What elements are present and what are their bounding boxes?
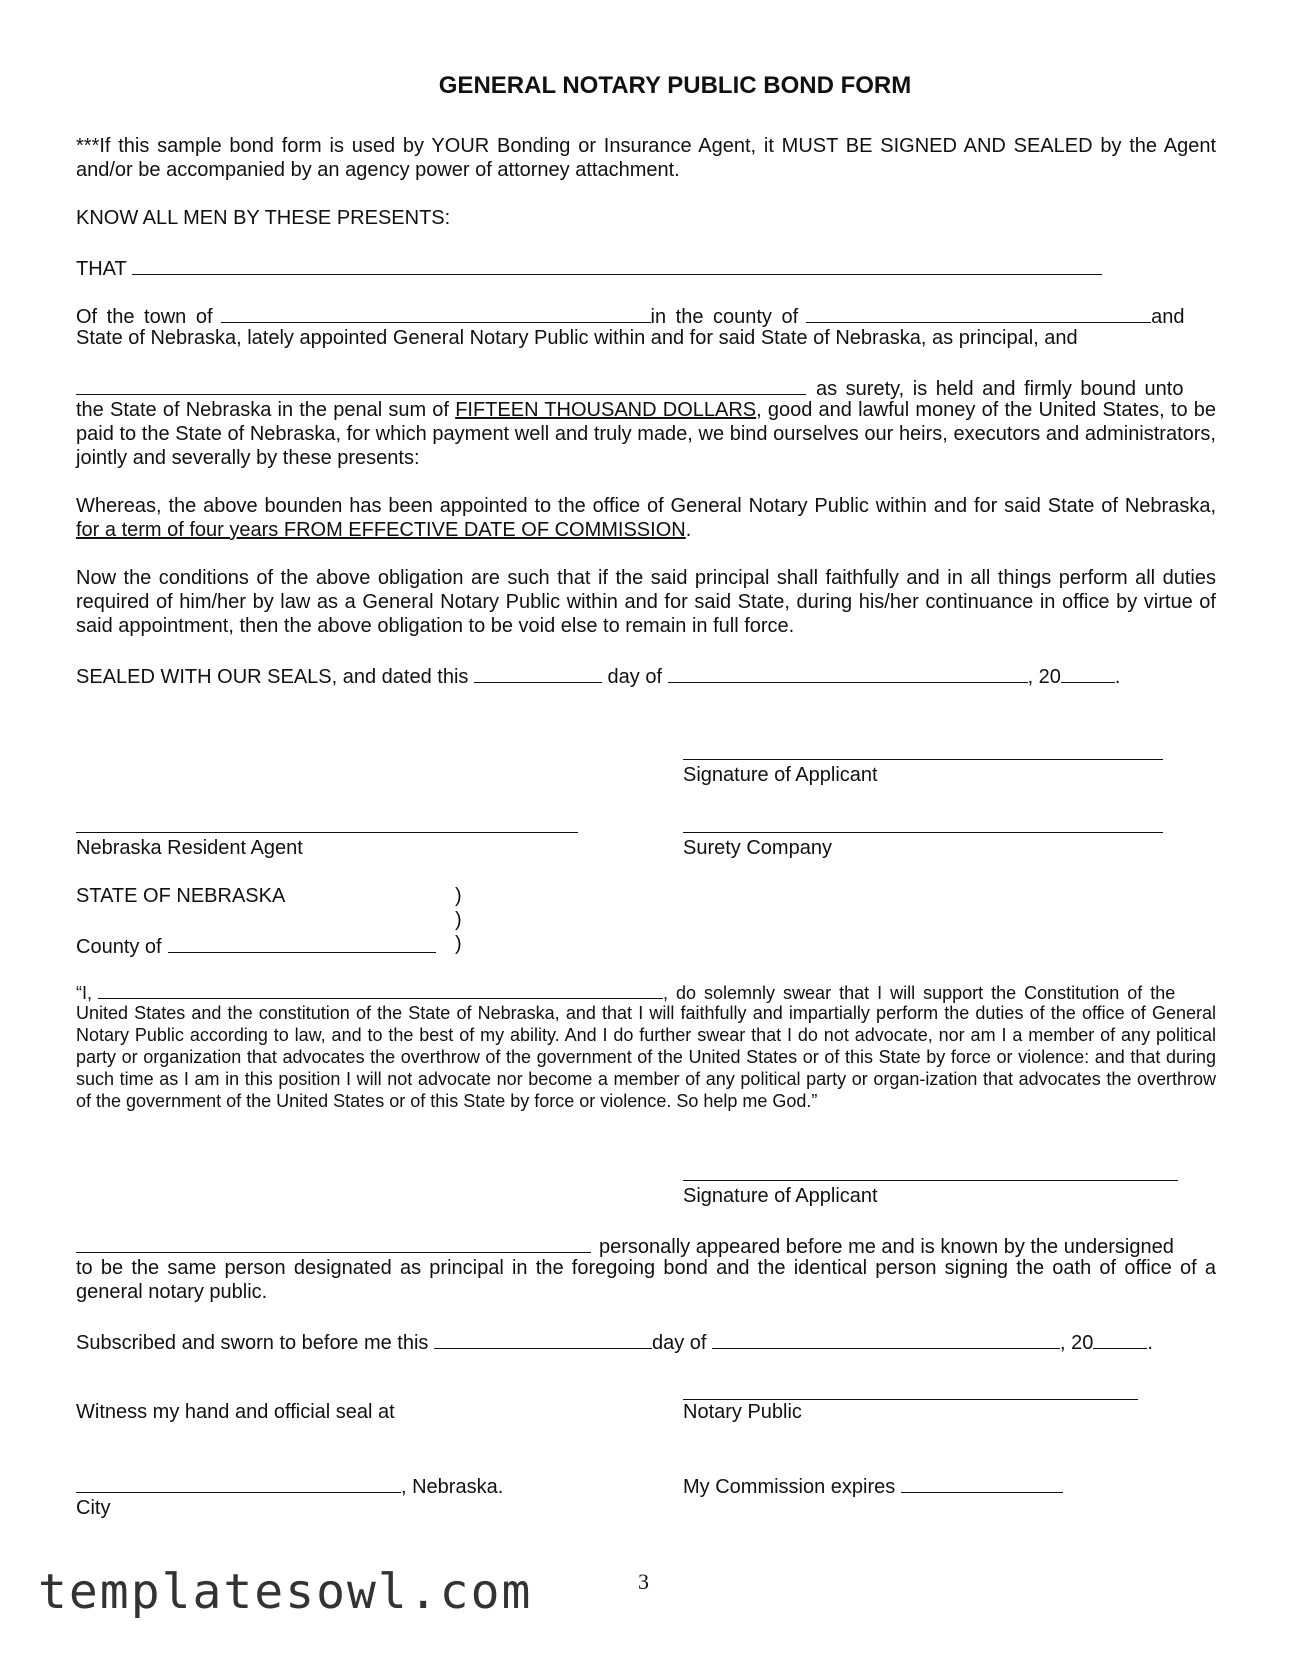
appeared-name-field[interactable] xyxy=(76,1232,591,1253)
penal-sum-paragraph xyxy=(76,398,1216,470)
town-field[interactable] xyxy=(221,302,651,323)
subscribed-prefix: Subscribed and sworn to before me this xyxy=(76,1332,429,1354)
subscribed-day-of: day of xyxy=(651,1332,707,1354)
subscribed-day-field[interactable] xyxy=(434,1328,652,1349)
sealed-year-prefix: , 20 xyxy=(1027,666,1061,688)
applicant-signature-label-1: Signature of Applicant xyxy=(683,764,878,786)
notary-public-label: Notary Public xyxy=(683,1401,802,1423)
sealed-month-field[interactable] xyxy=(668,662,1028,683)
sealed-day-field[interactable] xyxy=(474,662,602,683)
oath-name-field[interactable] xyxy=(98,980,663,999)
whereas-prefix: Whereas, the above bounden has been appointed to the office of General Notary Public within and for said State of Nebraska, xyxy=(76,495,1216,517)
surety-company-signature-line[interactable] xyxy=(683,832,1163,833)
appeared-line xyxy=(76,1232,1216,1259)
applicant-signature-line-2[interactable] xyxy=(683,1180,1178,1181)
whereas-end: . xyxy=(685,519,692,541)
oath-line1-end: , do solemnly swear that I will support the Constitution of the xyxy=(663,983,1176,1003)
venue-county-field[interactable] xyxy=(168,932,436,953)
county-field[interactable] xyxy=(806,302,1151,323)
town-label: Of the town of xyxy=(76,306,213,328)
venue-paren-1: ) xyxy=(455,885,462,907)
sealed-year-field[interactable] xyxy=(1061,662,1115,683)
conditions-paragraph: Now the conditions of the above obligation are such that if the said principal shall faithfully and in all things perform all duties required of him/her by law as a General Notary Public within and for said State, during his/her continuance in office by virtue of said appointment, then the above obligation to be void else to remain in full force. xyxy=(76,567,1216,637)
town-county-line xyxy=(76,302,1216,329)
penal-prefix: the State of Nebraska in the penal sum of xyxy=(76,399,449,421)
applicant-signature-label-2: Signature of Applicant xyxy=(683,1185,878,1207)
oath-open: “I, xyxy=(76,983,92,1003)
city-label: City xyxy=(76,1497,111,1519)
penal-sum: FIFTEEN THOUSAND DOLLARS xyxy=(455,399,757,421)
city-field[interactable] xyxy=(76,1472,401,1493)
and-label: and xyxy=(1151,306,1185,328)
venue-paren-3: ) xyxy=(455,933,462,955)
county-of-label: County of xyxy=(76,936,162,958)
surety-line xyxy=(76,374,1216,401)
penal-suffix: , good and lawful money of the United States, xyxy=(756,399,1165,421)
applicant-signature-line-1[interactable] xyxy=(683,759,1163,760)
subscribed-year-prefix: , 20 xyxy=(1060,1332,1094,1354)
resident-agent-label: Nebraska Resident Agent xyxy=(76,837,303,859)
oath-first-line xyxy=(76,980,1216,1004)
nebraska-suffix: , Nebraska. xyxy=(401,1476,504,1498)
know-all-heading: KNOW ALL MEN BY THESE PRESENTS: xyxy=(76,207,451,229)
watermark: templatesowl.com xyxy=(38,1564,533,1620)
that-line xyxy=(76,254,1216,281)
surety-name-field[interactable] xyxy=(76,374,806,395)
whereas-paragraph xyxy=(76,494,1216,542)
state-line: State of Nebraska, lately appointed General Notary Public within and for said State of Nebraska, as principal, and xyxy=(76,327,1078,349)
sealed-day-of: day of xyxy=(607,666,662,688)
principal-name-field[interactable] xyxy=(132,254,1102,275)
subscribed-period: . xyxy=(1147,1332,1153,1354)
commission-line xyxy=(683,1472,1063,1499)
subscribed-month-field[interactable] xyxy=(712,1328,1060,1349)
sealed-period: . xyxy=(1114,666,1121,688)
venue-paren-2: ) xyxy=(455,909,462,931)
page-number: 3 xyxy=(638,1569,649,1594)
surety-company-label: Surety Company xyxy=(683,837,832,859)
commission-expires-field[interactable] xyxy=(901,1472,1063,1493)
form-title: GENERAL NOTARY PUBLIC BOND FORM xyxy=(438,72,912,99)
sealed-prefix: SEALED WITH OUR SEALS, and dated this xyxy=(76,666,469,688)
oath-body: United States and the constitution of the State of Nebraska, and that I will faithfully and impartially perform the duties of the office of General Notary Public according to law, and to the best of my ability. And I do further swear that I do not advocate, nor am I a member of any political party or organization that advocates the overthrow of the government of the United States or of this State by force or violence: and that during such time as I am in this position I will not advocate nor become a member of any political party or organ-ization that advocates the overthrow of the government of the United States or of this State by force or violence. So help me God.” xyxy=(76,1003,1216,1111)
commission-expires-label: My Commission expires xyxy=(683,1476,896,1498)
sealed-line xyxy=(76,662,1216,689)
whereas-term: for a term of four years FROM EFFECTIVE DATE OF COMMISSION xyxy=(76,519,686,541)
subscribed-line xyxy=(76,1328,1216,1355)
appeared-end: personally appeared before me and is known by the undersigned xyxy=(599,1236,1174,1258)
agent-notice: ***If this sample bond form is used by YOUR Bonding or Insurance Agent, it MUST BE SIGNED AND SEALED by the Agent and/or be accompanied by an agency power of attorney attachment. xyxy=(76,135,1216,181)
that-label: THAT xyxy=(76,258,127,280)
county-of-line xyxy=(76,932,436,959)
witness-label: Witness my hand and official seal at xyxy=(76,1401,395,1423)
penal-rest: to be paid to the State of Nebraska, for which payment well and truly made, we bind ourselves our heirs, executors and administrators, jointly and severally by these presents: xyxy=(76,399,1216,469)
subscribed-year-field[interactable] xyxy=(1093,1328,1147,1349)
surety-line-text: as surety, is held and firmly bound unto xyxy=(816,378,1184,400)
resident-agent-signature-line[interactable] xyxy=(76,832,578,833)
city-line xyxy=(76,1472,503,1499)
state-of-nebraska: STATE OF NEBRASKA xyxy=(76,885,286,907)
county-label: in the county of xyxy=(650,306,799,328)
appeared-rest: to be the same person designated as principal in the foregoing bond and the identical person signing the oath of office of a general notary public. xyxy=(76,1257,1216,1303)
